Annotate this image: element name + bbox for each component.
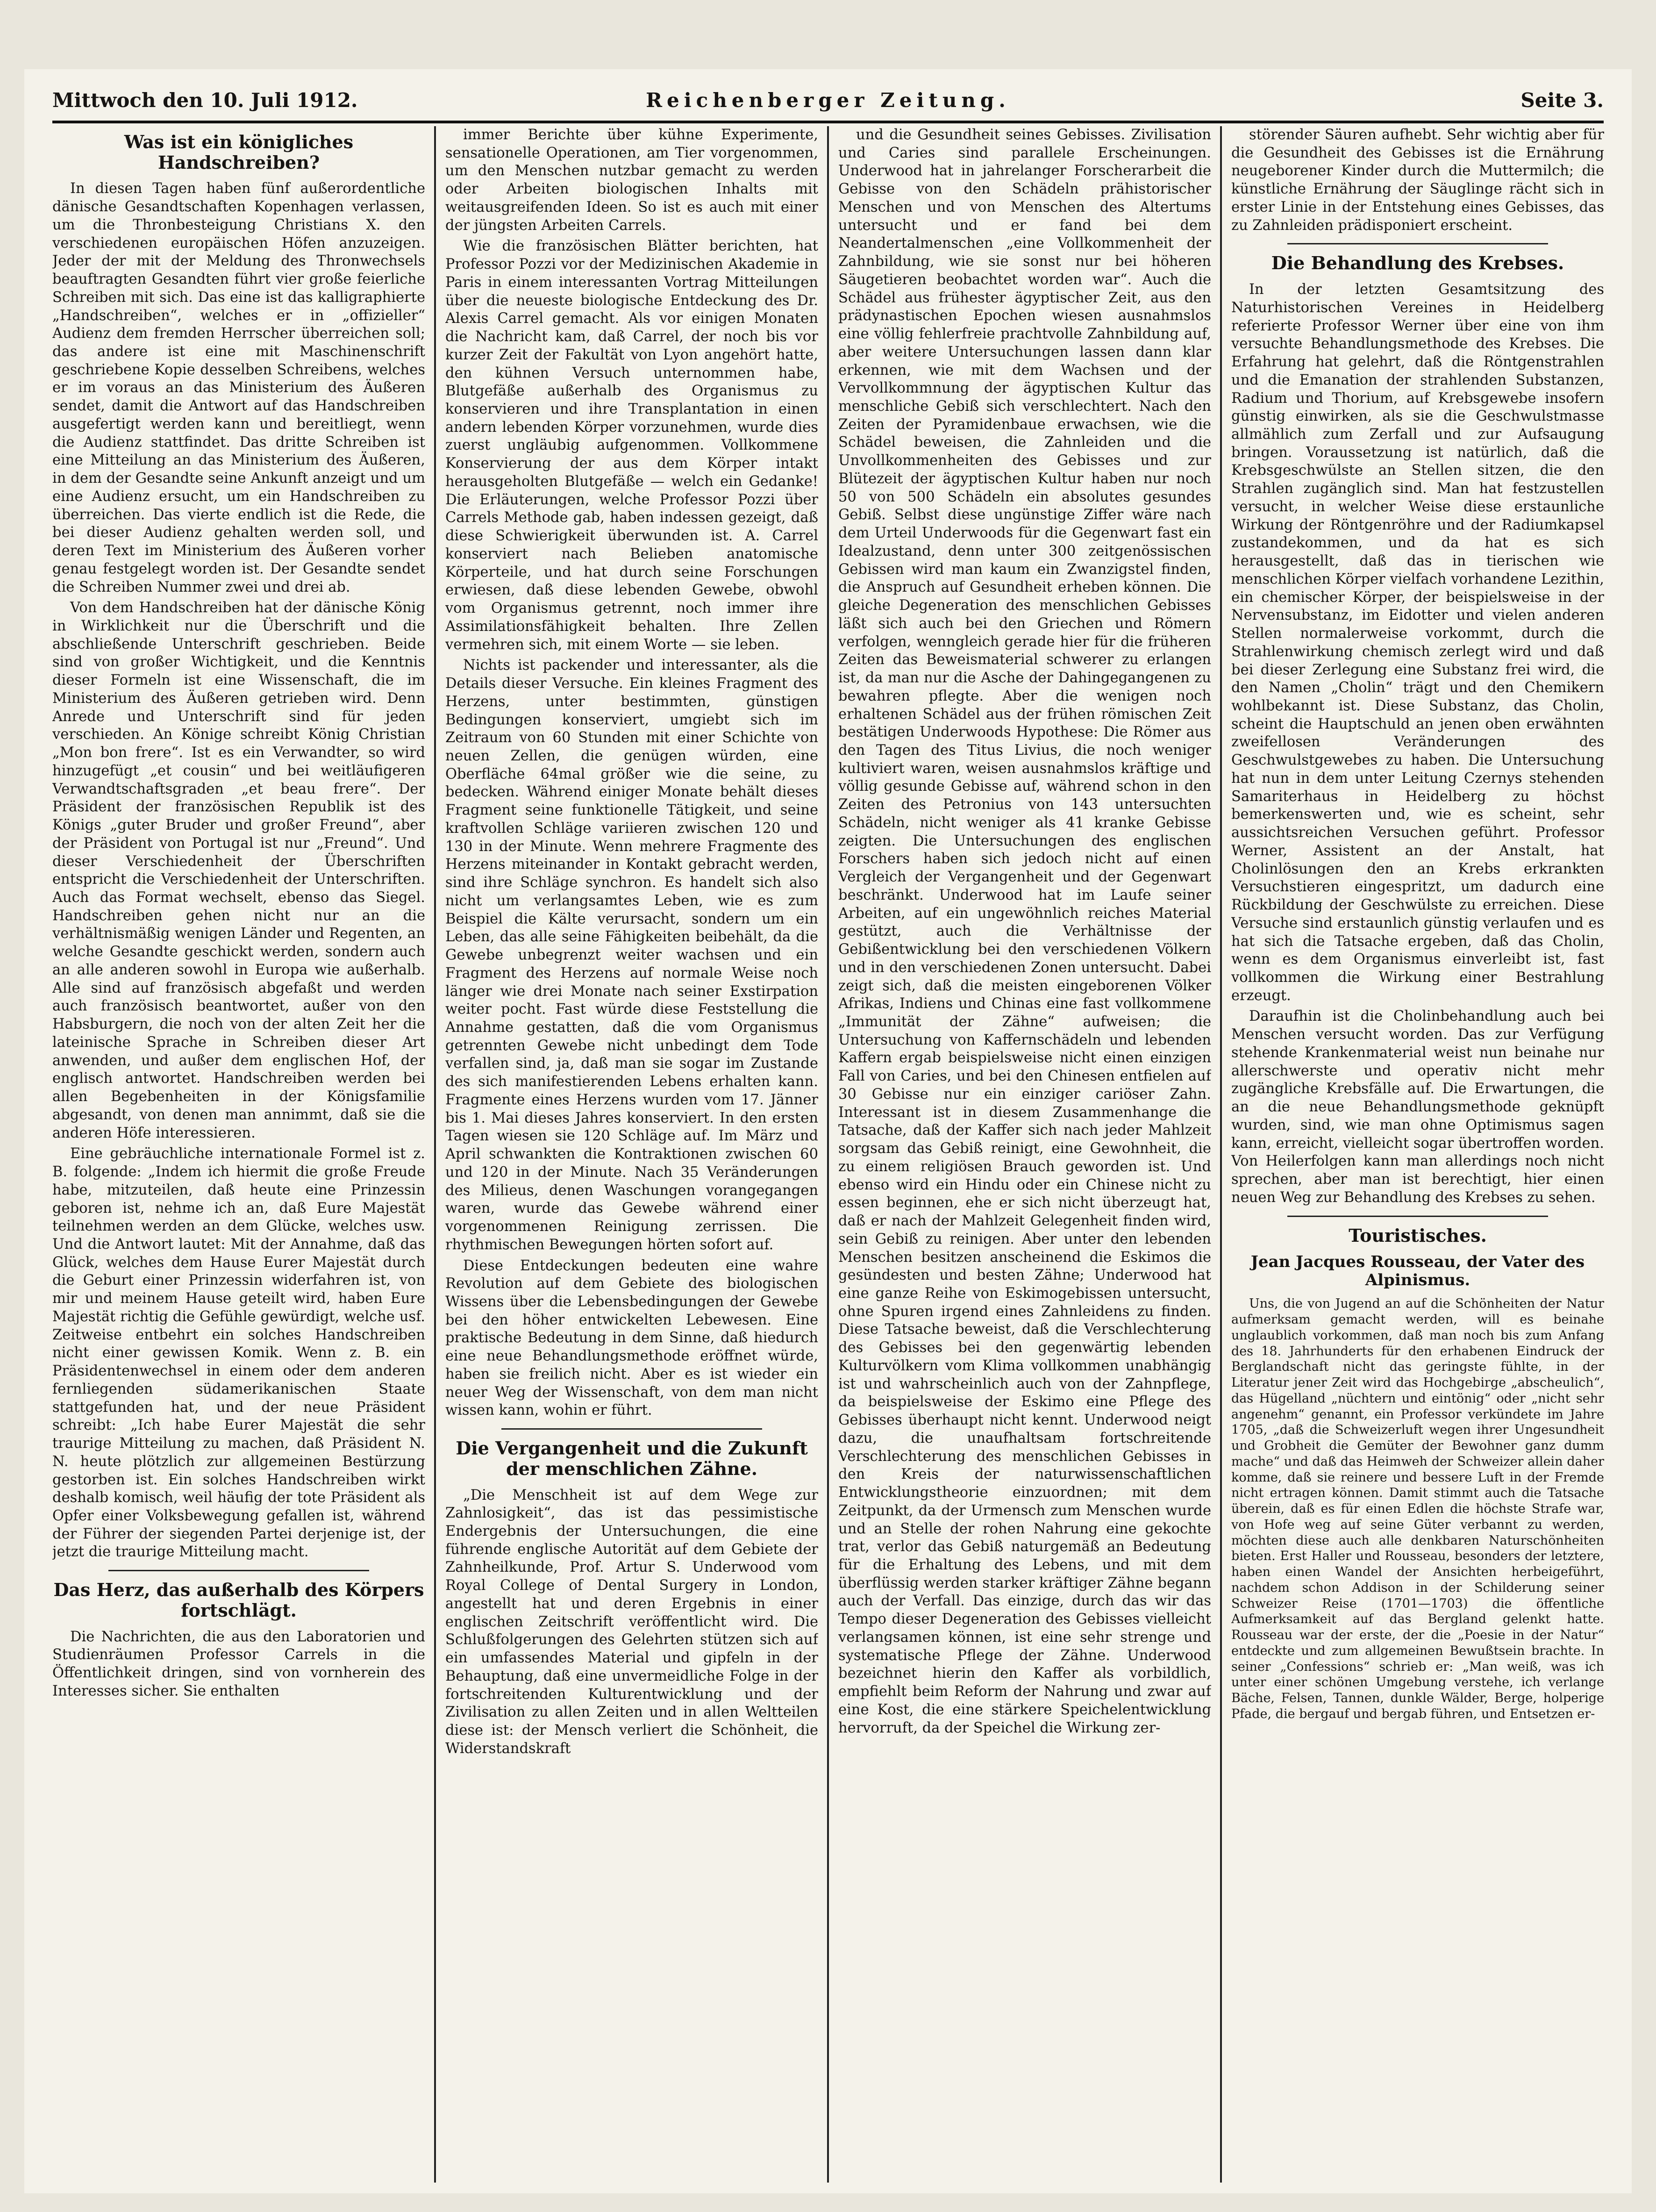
article-paragraph: Eine gebräuchliche internationale Formel ist z. B. folgende: „Indem ich hiermit die große Freude habe, mitzuteilen, daß heute eine Prinzessin geboren ist, nehme ich an, daß Eure Majestät teilnehmen werden an dem Glücke, welches usw. Und die Antwort lautet: Mit der Annahme, daß das Glück, welches dem Hause Eurer Majestät durch die Geburt einer Prinzessin widerfahren ist, von mir und meinem Hause geteilt wird, haben Eure Majestät richtig die Gefühle gewürdigt, welche usf. Zeitweise entbehrt ein solches Handschreiben nicht einer gewissen Komik. Wenn z. B. ein Präsidentenwechsel in einem oder dem anderen fernliegenden südamerikanischen Staate stattgefunden hat, und der neue Präsident schreibt: „Ich habe Eurer Majestät die sehr traurige Mitteilung zu machen, daß Präsident N. N. heute plötzlich zur allgemeinen Bestürzung gestorben ist. Ein solches Handschreiben wirkt deshalb komisch, weil häufig der tote Präsident als Opfer einer Volksbewegung gefallen ist, während der Führer der siegenden Partei derjenige ist, der jetzt die traurige Mitteilung macht. bbox=[52, 1145, 425, 1561]
section-heading: Touristisches. bbox=[1349, 1224, 1487, 1246]
article-paragraph: „Die Menschheit ist auf dem Wege zur Zahnlosigkeit“, das ist das pessimistische Endergebnis der Untersuchungen, die eine führende englische Autorität auf dem Gebiete der Zahnheilkunde, Prof. Artur S. Underwood vom Royal College of Dental Surgery in London, angestellt hat und deren Ergebnis in einer englischen Zeitschrift veröffentlicht wird. Die Schlußfolgerungen des Gelehrten stützen sich auf ein umfassendes Material und gipfeln in der Behauptung, daß eine unvermeidliche Folge in der fortschreitenden Kulturentwicklung und der Zivilisation zu allen Zeiten und in allen Weltteilen diese ist: der Mensch verliert die Schönheit, die Widerstandskraft bbox=[445, 1487, 818, 1757]
section-divider bbox=[1287, 1216, 1548, 1217]
article-paragraph: Nichts ist packender und interessanter, als die Details dieser Versuche. Ein kleines Fragment des Herzens, unter bestimmten, günstigen Bedingungen konserviert, umgiebt sich im Zeitraum von 60 Stunden mit einer Schichte von neuen Zellen, die genügen würden, eine Oberfläche 64mal größer wie die seine, zu bedecken. Während einiger Monate behält dieses Fragment seine funktionelle Tätigkeit, und seine kraftvollen Schläge variieren zwischen 120 und 130 in der Minute. Wenn mehrere Fragmente des Herzens miteinander in Kontakt gebracht werden, sind ihre Schläge synchron. Es handelt sich also nicht um verlangsamtes Leben, wie es zum Beispiel die Kälte verursacht, sondern um ein Leben, das alle seine Fähigkeiten beibehält, da die Gewebe unbegrenzt weiter wachsen und ein Fragment des Herzens auf normale Weise noch länger wie drei Monate nach seiner Exstirpation weiter pocht. Fast würde diese Feststellung die Annahme gestatten, daß die vom Organismus getrennten Gewebe nicht unbedingt dem Tode verfallen sind, ja, daß man sie sogar im Zustande des sich manifestierenden Lebens erhalten kann. Fragmente eines Herzens wurden vom 17. Jänner bis 1. Mai dieses Jahres konserviert. In den ersten Tagen wiesen sie 120 Schläge auf. Im März und April schwankten die Kontraktionen zwischen 60 und 120 in der Minute. Nach 35 Veränderungen des Milieus, denen Waschungen vorangegangen waren, wurde das Gewebe während einer vorgenommenen Reinigung zerrissen. Die rhythmischen Bewegungen hörten sofort auf. bbox=[445, 657, 818, 1253]
section-divider bbox=[501, 1428, 762, 1430]
article-headline: Die Behandlung des Krebses. bbox=[1271, 252, 1564, 274]
column-1 bbox=[52, 126, 425, 2183]
column-rule bbox=[827, 126, 829, 2183]
article-paragraph: immer Berichte über kühne Experimente, sensationelle Operationen, am Tier vorgenommen, um den Menschen nutzbar gemacht zu werden oder Arbeiten biologischen Inhalts mit weitausgreifenden Ideen. So ist es auch mit einer der jüngsten Arbeiten Carrels. bbox=[445, 127, 818, 234]
article-paragraph: Daraufhin ist die Cholinbehandlung auch bei Menschen versucht worden. Das zur Verfügung stehende Krankenmaterial weist nun beinahe nur allerschwerste und operativ nicht mehr zugängliche Krebsfälle auf. Die Erwartungen, die an die neue Behandlungsmethode geknüpft wurden, sind, wie man ohne Optimismus sagen kann, erreicht, vielleicht sogar übertroffen worden. Von Heilerfolgen kann man allerdings noch nicht sprechen, aber man ist berechtigt, hier einen neuen Weg zur Behandlung des Krebses zu sehen. bbox=[1231, 1008, 1604, 1206]
article-paragraph: Uns, die von Jugend an auf die Schönheiten der Natur aufmerksam gemacht werden, will es beinahe unglaublich vorkommen, daß man noch bis zum Anfang des 18. Jahrhunderts für den erhabenen Eindruck der Berglandschaft nicht das geringste fühlte, in der Literatur jener Zeit wird das Hochgebirge „abscheulich“, das Hügelland „nüchtern und eintönig“ oder „nicht sehr angenehm“ genannt, ein Professor verkündete im Jahre 1705, „daß die Schweizerluft wegen ihrer Ungesundheit und Grobheit die Gemüter der Bewohner ganz dumm mache“ und daß das Heimweh der Schweizer allein daher komme, daß sie reinere und bessere Luft in der Fremde nicht ertragen können. Damit stimmt auch die Tatsache überein, daß es für einen Edlen die höchste Strafe war, von Hofe weg auf seine Güter verbannt zu werden, möchten diese auch alle denkbaren Naturschönheiten bieten. Erst Haller und Rousseau, besonders der letztere, haben einen Wandel der Ansichten herbeigeführt, nachdem schon Addison in der Schilderung seiner Schweizer Reise (1701—1703) die öffentliche Aufmerksamkeit auf das Bergland gelenkt hatte. Rousseau war der erste, der die „Poesie in der Natur“ entdeckte und zum allgemeinen Bewußtsein brachte. In seiner „Confessions“ schrieb er: „Man weiß, was ich unter einer schönen Umgebung verstehe, ich verlange Bäche, Felsen, Tannen, dunkle Wälder, Berge, holperige Pfade, die bergauf und bergab führen, und Entsetzen er- bbox=[1231, 1296, 1604, 1721]
page-number: Seite 3. bbox=[1520, 89, 1604, 112]
article-columns bbox=[52, 126, 1604, 2183]
issue-date: Mittwoch den 10. Juli 1912. bbox=[52, 89, 358, 112]
page-header bbox=[52, 83, 1604, 123]
article-paragraph: Die Nachrichten, die aus den Laboratorien und Studienräumen Professor Carrels in die Öffentlichkeit dringen, sind von vornherein des Interesses sicher. Sie enthalten bbox=[52, 1628, 425, 1699]
column-3 bbox=[838, 126, 1211, 2183]
article-paragraph: In diesen Tagen haben fünf außerordentliche dänische Gesandtschaften Kopenhagen verlassen, um die Thronbesteigung Christians X. den verschiedenen europäischen Höfen anzuzeigen. Jeder der mit der Meldung des Thronwechsels beauftragten Gesandten führt vier große feierliche Schreiben mit sich. Das eine ist das kalligraphierte „Handschreiben“, welches er in „offizieller“ Audienz dem fremden Herrscher überreichen soll; das andere ist eine mit Maschinenschrift geschriebene Kopie desselben Schreibens, welches er im voraus an das Ministerium des Äußeren sendet, damit die Antwort auf das Handschreiben ausgefertigt werden kann und bereitliegt, wenn die Audienz stattfindet. Das dritte Schreiben ist eine Mitteilung an das Ministerium des Äußeren, in dem der Gesandte seine Ankunft anzeigt und um eine Audienz ersucht, um ein Handschreiben zu überreichen. Das vierte endlich ist die Rede, die bei dieser Audienz gehalten werden soll, und deren Text im Ministerium des Äußeren vorher genau festgelegt worden ist. Der Gesandte sendet die Schreiben Nummer zwei und drei ab. bbox=[52, 180, 425, 595]
article-headline: Jean Jacques Rousseau, der Vater des Alpinismus. bbox=[1250, 1253, 1585, 1290]
article-paragraph: störender Säuren aufhebt. Sehr wichtig aber für die Gesundheit des Gebisses ist die Ernährung neugeborener Kinder durch die Muttermilch; die künstliche Ernährung der Säuglinge rächt sich in erster Linie in der Entstehung eines Gebisses, das zu Zahnleiden prädisponiert erscheint. bbox=[1231, 127, 1604, 234]
newspaper-page bbox=[24, 69, 1632, 2193]
column-rule bbox=[434, 126, 436, 2183]
article-headline: Die Vergangenheit und die Zukunft der menschlichen Zähne. bbox=[456, 1438, 808, 1479]
article-paragraph: Wie die französischen Blätter berichten, hat Professor Pozzi vor der Medizinischen Akademie in Paris in einem interessanten Vortrag Mitteilungen über die neueste biologische Entdeckung des Dr. Alexis Carrel gemacht. Als vor einigen Monaten die Nachricht kam, daß Carrel, der noch bis vor kurzer Zeit der Fakultät von Lyon angehört hatte, den kühnen Versuch unternommen habe, Blutgefäße außerhalb des Organismus zu konservieren und ihre Transplantation in einen andern lebenden Körper vorzunehmen, wurde dies zuerst ungläubig aufgenommen. Vollkommene Konservierung der aus dem Körper intakt herausgeholten Blutgefäße — welch ein Gedanke! Die Erläuterungen, welche Professor Pozzi über Carrels Methode gab, haben indessen gezeigt, daß diese Schwierigkeit überwunden ist. A. Carrel konserviert nach Belieben anatomische Körperteile, und hat durch seine Forschungen erwiesen, daß diese lebenden Gewebe, obwohl vom Organismus getrennt, noch immer ihre Assimilationsfähigkeit behalten. Ihre Zellen vermehren sich, mit einem Worte — sie leben. bbox=[445, 238, 818, 653]
column-rule bbox=[1220, 126, 1222, 2183]
article-headline: Was ist ein königliches Handschreiben? bbox=[124, 131, 354, 173]
article-paragraph: Diese Entdeckungen bedeuten eine wahre Revolution auf dem Gebiete des biologischen Wissens über die Lebensbedingungen der Gewebe bei den höher entwickelten Lebewesen. Eine praktische Bedeutung in dem Sinne, daß hiedurch eine neue Behandlungsmethode eröffnet würde, haben sie freilich nicht. Aber es ist wieder ein neuer Weg der Wissenschaft, von dem man nicht wissen kann, wohin er führt. bbox=[445, 1257, 818, 1419]
column-2 bbox=[445, 126, 818, 2183]
article-paragraph: und die Gesundheit seines Gebisses. Zivilisation und Caries sind parallele Erscheinungen. Underwood hat in jahrelanger Forscherarbeit die Gebisse von den Schädeln prähistorischer Menschen und von Menschen des Altertums untersucht und er fand bei dem Neandertalmenschen „eine Vollkommenheit der Zahnbildung, wie sie sonst nur bei höheren Säugetieren beobachtet worden war“. Auch die Schädel aus frühester ägyptischer Zeit, aus den prädynastischen Epochen wiesen ausnahmslos eine völlig fehlerfreie prachtvolle Zahnbildung auf, aber weitere Untersuchungen lassen dann klar erkennen, wie mit dem Wachsen und der Vervollkommnung der ägyptischen Kultur das menschliche Gebiß sich verschlechtert. Nach den Zeiten der Pyramidenbaue erwachsen, wie die Schädel beweisen, die Zahnleiden und die Unvollkommenheiten des Gebisses und zur Blütezeit der ägyptischen Kultur haben nur noch 50 von 500 Schädeln ein absolutes gesundes Gebiß. Selbst diese ungünstige Ziffer wäre nach dem Urteil Underwoods für die Gegenwart fast ein Idealzustand, denn unter 300 zeitgenössischen Gebissen wird man kaum ein Zwanzigstel finden, die Anspruch auf Gesundheit erheben können. Die gleiche Degeneration des menschlichen Gebisses läßt sich auch bei den Griechen und Römern verfolgen, wenngleich gerade hier für die früheren Zeiten das Beweismaterial schwerer zu erlangen ist, da man nur die Asche der Dahingegangenen zu bewahren pflegte. Aber die wenigen noch erhaltenen Schädel aus der frühen römischen Zeit bestätigen Underwoods Hypothese: Die Römer aus den Tagen des Titus Livius, die noch weniger kultiviert waren, weisen ausnahmslos kräftige und völlig gesunde Gebisse auf, während schon in den Zeiten des Petronius von 143 untersuchten Schädeln, nicht weniger als 41 kranke Gebisse zeigten. Die Untersuchungen des englischen Forschers haben sich jedoch nicht auf einen Vergleich der Vergangenheit und der Gegenwart beschränkt. Underwood hat im Laufe seiner Arbeiten, auf ein ungewöhnlich reiches Material gestützt, auch die Verhältnisse der Gebißentwicklung bei den verschiedenen Völkern und in den verschiedenen Zonen untersucht. Dabei zeigt sich, daß die meisten eingeborenen Völker Afrikas, Indiens und Chinas eine fast vollkommene „Immunität der Zähne“ aufweisen; die Untersuchung von Kaffernschädeln und lebenden Kaffern ergab beispielsweise nicht einen einzigen Fall von Caries, und bei den Chinesen entfielen auf 30 Gebisse nur ein einziger cariöser Zahn. Interessant ist in diesem Zusammenhange die Tatsache, daß der Kaffer sich nach jeder Mahlzeit sorgsam das Gebiß reinigt, eine Gewohnheit, die zu einem religiösen Brauch geworden ist. Und ebenso wird ein Hindu oder ein Chinese nicht zu essen beginnen, ehe er sich nicht überzeugt hat, daß er nach der Mahlzeit Gelegenheit finden wird, sein Gebiß zu reinigen. Aber unter den lebenden Menschen besitzen anscheinend die Eskimos die gesündesten und besten Zähne; Underwood hat eine ganze Reihe von Eskimogebissen untersucht, ohne Spuren irgend eines Zahnleidens zu finden. Diese Tatsache beweist, daß die Verschlechterung des Gebisses bei den gegenwärtig lebenden Kulturvölkern vom Klima vollkommen unabhängig ist und wahrscheinlich auch von der Zahnpflege, da beispielsweise der Eskimo eine Pflege des Gebisses überhaupt nicht kennt. Underwood neigt dazu, die unaufhaltsam fortschreitende Verschlechterung des menschlichen Gebisses in den Kreis der naturwissenschaftlichen Entwicklungstheorie einzuordnen; mit dem Zeitpunkt, da der Urmensch zum Menschen wurde und an Stelle der rohen Nahrung eine gekochte trat, verlor das Gebiß naturgemäß an Bedeutung für die Erhaltung des Lebens, und mit dem überflüssig werden starker kräftiger Zähne begann auch der Verfall. Das einzige, durch das wir das Tempo dieser Degeneration des Gebisses vielleicht verlangsamen können, ist eine sehr strenge und systematische Pflege der Zähne. Underwood bezeichnet hierin den Kaffer als vorbildlich, empfiehlt beim Reform der Nahrung und zwar auf eine Kost, die eine stärkere Speichelentwicklung hervorruft, da der Speichel die Wirkung zer- bbox=[838, 127, 1211, 1736]
article-paragraph: Von dem Handschreiben hat der dänische König in Wirklichkeit nur die Überschrift und die abschließende Unterschrift geschrieben. Beide sind von großer Wichtigkeit, und die Kenntnis dieser Formeln ist eine Wissenschaft, die im Ministerium des Äußeren getrieben wird. Denn Anrede und Unterschrift sind für jeden verschieden. An Könige schreibt König Christian „Mon bon frere“. Ist es ein Verwandter, so wird hinzugefügt „et cousin“ und bei weitläufigeren Verwandtschaftsgraden „et beau frere“. Der Präsident der französischen Republik ist des Königs „guter Bruder und großer Freund“, aber der Präsident von Portugal ist nur „Freund“. Und dieser Verschiedenheit der Überschriften entspricht die Verschiedenheit der Unterschriften. Auch das Format wechselt, ebenso das Siegel. Handschreiben gehen nicht nur an die verhältnismäßig wenigen Länder und Regenten, an welche Gesandte geschickt werden, sondern auch an alle anderen sowohl in Europa wie außerhalb. Alle sind auf französisch abgefaßt und werden auch französisch beantwortet, außer von den Habsburgern, die noch von der alten Zeit her die lateinische Sprache in Schreiben dieser Art anwenden, und außer dem englischen Hof, der englisch antwortet. Handschreiben werden bei allen Begebenheiten in der Königsfamilie abgesandt, von denen man annimmt, daß sie die anderen Höfe interessieren. bbox=[52, 600, 425, 1141]
newspaper-title: Reichenberger Zeitung. bbox=[646, 89, 1010, 112]
section-divider bbox=[1287, 243, 1548, 244]
column-4 bbox=[1231, 126, 1604, 2183]
article-headline: Das Herz, das außerhalb des Körpers fortschlägt. bbox=[53, 1579, 424, 1621]
section-divider bbox=[108, 1570, 369, 1571]
article-paragraph: In der letzten Gesamtsitzung des Naturhistorischen Vereines in Heidelberg referierte Professor Werner über eine von ihm versuchte Behandlungsmethode des Krebses. Die Erfahrung hat gelehrt, daß die Röntgenstrahlen und die Emanation der strahlenden Substanzen, Radium und Thorium, auf Krebsgewebe insofern günstig einwirken, als sie die Geschwulstmasse allmählich zum Zerfall und zur Aufsaugung bringen. Voraussetzung ist natürlich, daß die Krebsgeschwülste an Stellen sitzen, die den Strahlen zugänglich sind. Man hat festzustellen versucht, in welcher Weise diese erstaunliche Wirkung der Röntgenröhre und der Radiumkapsel zustandekommen, und da hat es sich herausgestellt, daß das in tierischen wie menschlichen Körper vielfach vorhandene Lezithin, ein chemischer Körper, der beispielsweise in der Nervensubstanz, im Eidotter und vielen anderen Stellen normalerweise vorkommt, durch die Strahlenwirkung chemisch zerlegt wird und daß bei dieser Zerlegung eine Substanz frei wird, die den Namen „Cholin“ trägt und den Chemikern wohlbekannt ist. Diese Substanz, das Cholin, scheint die Hauptschuld an jenen oben erwähnten zweifellosen Veränderungen des Geschwulstgewebes zu haben. Die Untersuchung hat nun in dem unter Leitung Czernys stehenden Samariterhaus in Heidelberg zu höchst bemerkenswerten und, wie es scheint, sehr aussichtsreichen Versuchen geführt. Professor Werner, Assistent an der Anstalt, hat Cholinlösungen den an Krebs erkrankten Versuchstieren eingespritzt, um dadurch eine Rückbildung der Geschwülste zu erreichen. Diese Versuche sind erstaunlich günstig verlaufen und es hat sich die Tatsache ergeben, daß das Cholin, wenn es dem Organismus einverleibt ist, fast vollkommen die Wirkung einer Bestrahlung erzeugt. bbox=[1231, 281, 1604, 1004]
